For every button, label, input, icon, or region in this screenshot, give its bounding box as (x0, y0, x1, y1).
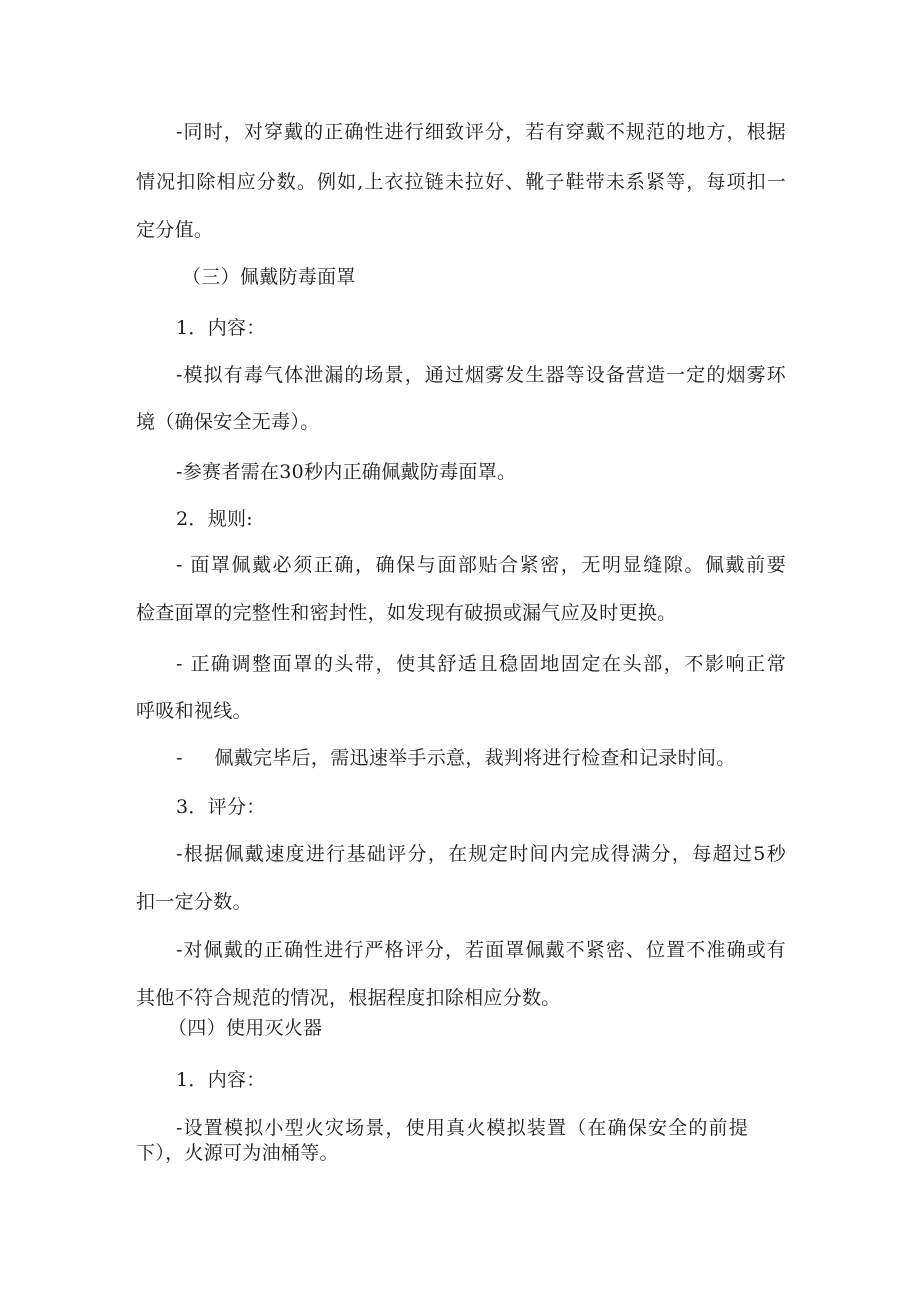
body-text-line: -对佩戴的正确性进行严格评分，若面罩佩戴不紧密、位置不准确或有 (176, 939, 786, 961)
body-text-line: 情况扣除相应分数。例如,上衣拉链未拉好、靴子鞋带未系紧等，每项扣一 (136, 171, 786, 193)
body-text-line: - 佩戴完毕后，需迅速举手示意，裁判将进行检查和记录时间。 (176, 747, 736, 769)
body-text-line: 其他不符合规范的情况，根据程度扣除相应分数。 (136, 987, 561, 1009)
section-heading: （四）使用灭火器 (168, 1017, 323, 1039)
body-text-line: 扣一定分数。 (136, 891, 252, 913)
body-text-line: - 面罩佩戴必须正确，确保与面部贴合紧密，无明显缝隙。佩戴前要 (176, 554, 786, 576)
body-text-line: -根据佩戴速度进行基础评分，在规定时间内完成得满分，每超过5秒 (176, 843, 786, 865)
section-heading: （三）佩戴防毒面罩 (182, 266, 356, 288)
body-text-line: -同时，对穿戴的正确性进行细致评分，若有穿戴不规范的地方，根据 (176, 121, 786, 143)
subsection-heading: 2．规则: (176, 508, 253, 530)
body-text-line: 定分值。 (136, 219, 214, 241)
body-text-line: 境（确保安全无毒）。 (136, 411, 320, 433)
body-text-line: - 正确调整面罩的头带，使其舒适且稳固地固定在头部，不影响正常 (176, 653, 786, 675)
body-text-line: 呼吸和视线。 (136, 700, 252, 722)
subsection-heading: 1．内容： (176, 1069, 266, 1091)
body-text-line: 下），火源可为油桶等。 (136, 1142, 339, 1164)
subsection-heading: 3．评分： (176, 796, 266, 818)
subsection-heading: 1．内容： (176, 317, 266, 339)
body-text-line: -模拟有毒气体泄漏的场景，通过烟雾发生器等设备营造一定的烟雾环 (176, 364, 786, 386)
body-text-line: 检查面罩的完整性和密封性，如发现有破损或漏气应及时更换。 (136, 602, 677, 624)
body-text-line: -设置模拟小型火灾场景，使用真火模拟装置（在确保安全的前提 (176, 1117, 748, 1139)
body-text-line: -参赛者需在30秒内正确佩戴防毒面罩。 (176, 461, 517, 483)
